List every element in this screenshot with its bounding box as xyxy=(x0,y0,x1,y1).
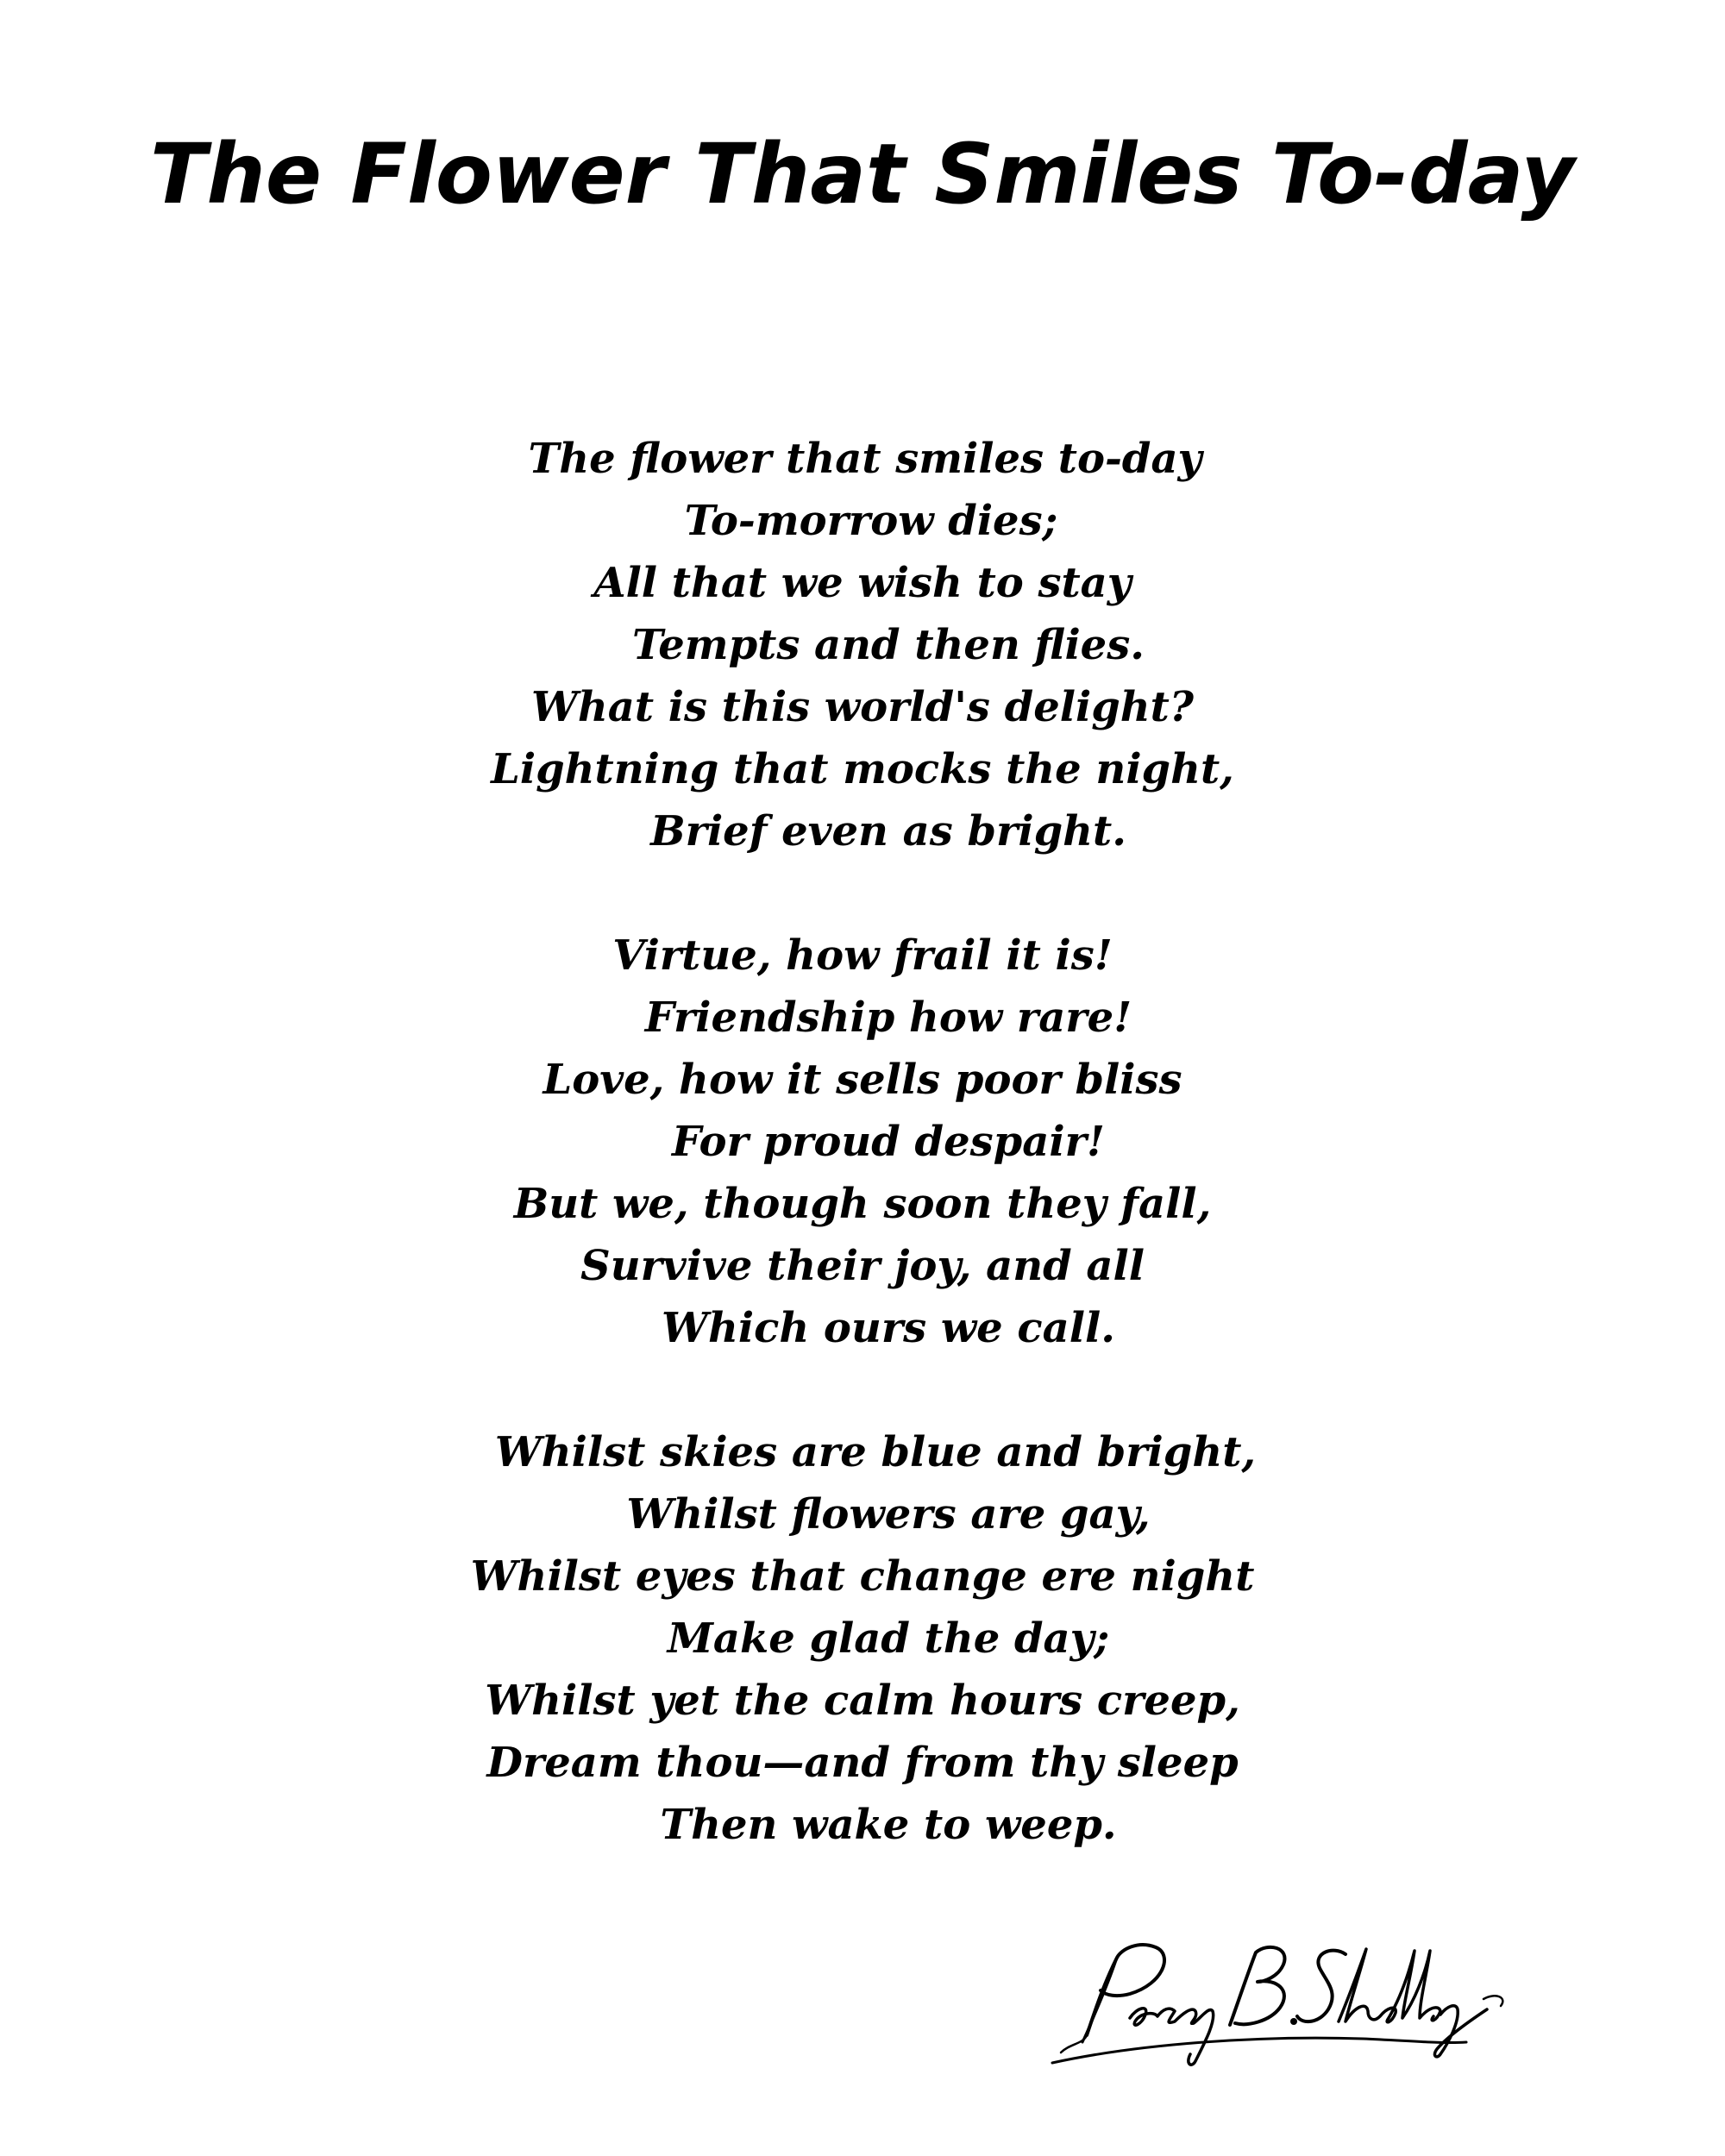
stanza-3 xyxy=(0,1421,1725,1856)
poem-title: The Flower That Smiles To-day xyxy=(150,126,1575,222)
poem-line: Love, how it sells poor bliss xyxy=(543,1056,1182,1104)
poem-line: The flower that smiles to-day xyxy=(528,435,1202,483)
signature-stroke xyxy=(1052,2038,1466,2063)
signature-stroke xyxy=(1130,2009,1214,2065)
poem-line: Friendship how rare! xyxy=(644,993,1132,1042)
signature-stroke xyxy=(1230,1947,1284,2025)
stanza-2 xyxy=(0,924,1725,1359)
poem-line: Whilst yet the calm hours creep, xyxy=(485,1677,1240,1725)
signature-stroke xyxy=(1087,1945,1164,2035)
poem-line: For proud despair! xyxy=(672,1118,1105,1166)
signature-stroke xyxy=(1434,2006,1487,2057)
poem-line: To-morrow dies; xyxy=(684,497,1058,545)
poem-line: Which ours we call. xyxy=(662,1304,1115,1352)
poem-line: Whilst eyes that change ere night xyxy=(470,1552,1255,1601)
poem-line: Then wake to weep. xyxy=(660,1801,1117,1849)
poem-line: Whilst flowers are gay, xyxy=(626,1490,1151,1539)
poem-line: Virtue, how frail it is! xyxy=(612,931,1113,980)
poem-line: What is this world's delight? xyxy=(531,683,1194,731)
signature-stroke xyxy=(1082,1958,1117,2042)
stanza-1 xyxy=(0,428,1725,862)
poem-line: Survive their joy, and all xyxy=(580,1242,1145,1290)
poem-line: Tempts and then flies. xyxy=(632,621,1145,669)
poem-line: But we, though soon they fall, xyxy=(513,1180,1212,1228)
signature-dot xyxy=(1290,2018,1297,2025)
signature-stroke xyxy=(1339,1949,1396,2022)
poem-line: Whilst skies are blue and bright, xyxy=(494,1428,1257,1476)
signature-icon xyxy=(1035,1915,1518,2078)
poem-line: Dream thou—and from thy sleep xyxy=(486,1739,1239,1787)
poem-line: All that we wish to stay xyxy=(593,559,1132,607)
poem-line: Brief even as bright. xyxy=(650,807,1126,856)
signature-stroke xyxy=(1061,2035,1087,2053)
poem-body xyxy=(0,428,1725,1918)
poem-line: Lightning that mocks the night, xyxy=(491,745,1234,793)
signature-stroke xyxy=(1297,1951,1346,2021)
signature-stroke xyxy=(1484,1996,1502,2006)
poem-line: Make glad the day; xyxy=(667,1614,1110,1663)
